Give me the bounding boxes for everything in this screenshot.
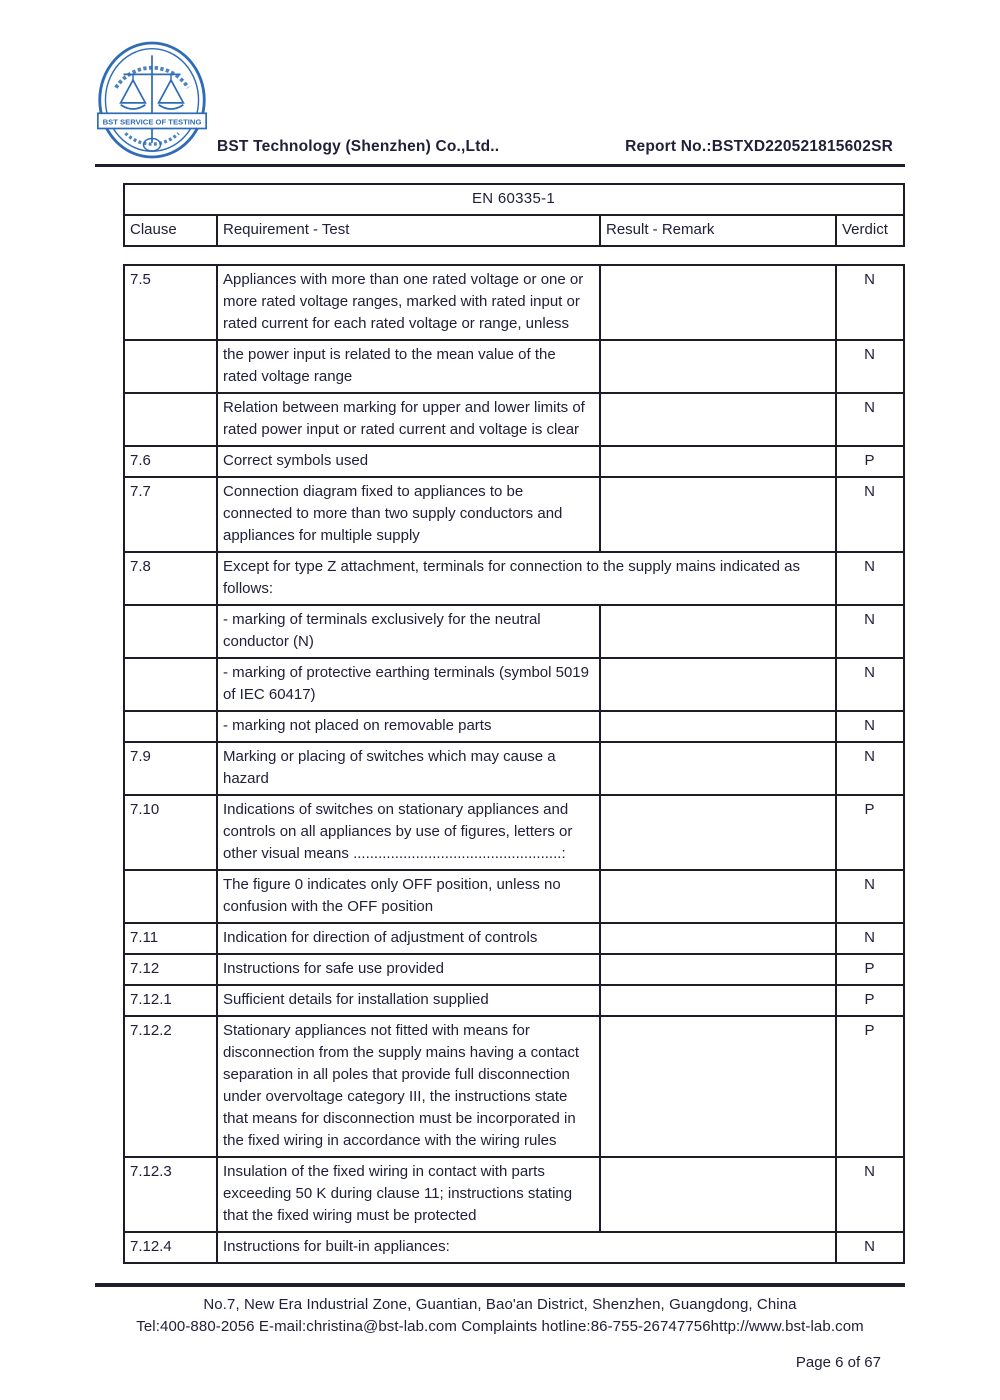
result-cell — [600, 340, 836, 393]
column-header-requirement: Requirement - Test — [217, 215, 600, 246]
result-cell — [600, 393, 836, 446]
clause-cell — [124, 870, 217, 923]
table-row — [124, 954, 904, 985]
requirement-cell: The figure 0 indicates only OFF position, unless no confusion with the OFF position — [217, 870, 600, 923]
result-cell — [600, 923, 836, 954]
clause-cell — [124, 393, 217, 446]
column-header-clause: Clause — [124, 215, 217, 246]
verdict-cell: N — [836, 1232, 904, 1263]
table-row — [124, 1232, 904, 1263]
requirement-cell: the power input is related to the mean value of the rated voltage range — [217, 340, 600, 393]
result-cell — [600, 795, 836, 870]
requirement-cell: Except for type Z attachment, terminals for connection to the supply mains indicated as follows: — [217, 552, 836, 605]
result-cell — [600, 605, 836, 658]
result-cell — [600, 658, 836, 711]
table-row — [124, 923, 904, 954]
requirement-cell: Stationary appliances not fitted with means for disconnection from the supply mains having a contact separation in all poles that provide full disconnection under overvoltage category III, the instructions state that means for disconnection must be incorporated in the fixed wiring in accordance with the wiring rules — [217, 1016, 600, 1157]
page-number: Page 6 of 67 — [795, 1354, 881, 1371]
page-header — [95, 0, 905, 162]
verdict-cell: N — [836, 711, 904, 742]
table-row — [124, 658, 904, 711]
report-number: Report No.:BSTXD220521815602SR — [625, 138, 893, 155]
bst-logo — [95, 38, 209, 162]
clause-cell: 7.7 — [124, 477, 217, 552]
table-row — [124, 870, 904, 923]
result-cell — [600, 1016, 836, 1157]
verdict-cell: N — [836, 923, 904, 954]
requirement-cell: Relation between marking for upper and lower limits of rated power input or rated current and voltage is clear — [217, 393, 600, 446]
table-row — [124, 711, 904, 742]
footer-contact: Tel:400-880-2056 E-mail:christina@bst-lab.com Complaints hotline:86-755-26747756http://www.bst-lab.com — [136, 1318, 864, 1335]
company-name: BST Technology (Shenzhen) Co.,Ltd.. — [217, 138, 500, 155]
table-row — [124, 446, 904, 477]
table-row — [124, 795, 904, 870]
verdict-cell: P — [836, 795, 904, 870]
column-header-result: Result - Remark — [600, 215, 836, 246]
requirement-cell: Insulation of the fixed wiring in contact with parts exceeding 50 K during clause 11; instructions stating that the fixed wiring must be protected — [217, 1157, 600, 1232]
clause-cell: 7.9 — [124, 742, 217, 795]
footer-rule — [95, 1283, 905, 1287]
requirement-cell: - marking not placed on removable parts — [217, 711, 600, 742]
table-row — [124, 742, 904, 795]
column-header-row — [124, 215, 904, 246]
requirement-cell: Connection diagram fixed to appliances to be connected to more than two supply conductors and appliances for multiple supply — [217, 477, 600, 552]
clause-cell — [124, 605, 217, 658]
requirement-cell: Instructions for safe use provided — [217, 954, 600, 985]
table-row — [124, 477, 904, 552]
requirement-cell: Marking or placing of switches which may cause a hazard — [217, 742, 600, 795]
verdict-cell: N — [836, 393, 904, 446]
verdict-cell: N — [836, 742, 904, 795]
verdict-cell: P — [836, 954, 904, 985]
result-cell — [600, 870, 836, 923]
logo-banner-text: BST SERVICE OF TESTING — [102, 117, 202, 127]
requirement-cell: Instructions for built-in appliances: — [217, 1232, 836, 1263]
result-cell — [600, 742, 836, 795]
clause-cell: 7.12.2 — [124, 1016, 217, 1157]
clause-cell — [124, 340, 217, 393]
verdict-cell: N — [836, 1157, 904, 1232]
result-cell — [600, 265, 836, 340]
verdict-cell: N — [836, 870, 904, 923]
column-header-verdict: Verdict — [836, 215, 904, 246]
clause-cell: 7.6 — [124, 446, 217, 477]
result-cell — [600, 985, 836, 1016]
table-row — [124, 393, 904, 446]
table-row — [124, 340, 904, 393]
header-rule — [95, 164, 905, 167]
clause-cell: 7.8 — [124, 552, 217, 605]
verdict-cell: N — [836, 477, 904, 552]
verdict-cell: N — [836, 552, 904, 605]
requirements-table — [123, 264, 905, 1264]
result-cell — [600, 446, 836, 477]
clause-cell — [124, 658, 217, 711]
verdict-cell: N — [836, 658, 904, 711]
footer-address: No.7, New Era Industrial Zone, Guantian, Bao'an District, Shenzhen, Guangdong, China — [203, 1296, 797, 1313]
clause-cell: 7.5 — [124, 265, 217, 340]
table-row — [124, 552, 904, 605]
verdict-cell: N — [836, 605, 904, 658]
table-header — [123, 183, 905, 247]
verdict-cell: P — [836, 446, 904, 477]
clause-cell: 7.12.1 — [124, 985, 217, 1016]
requirement-cell: Indications of switches on stationary appliances and controls on all appliances by use of figures, letters or other visual means ..................................................: — [217, 795, 600, 870]
verdict-cell: N — [836, 340, 904, 393]
verdict-cell: N — [836, 265, 904, 340]
bst-logo-image — [95, 38, 209, 162]
standard-row — [124, 184, 904, 215]
clause-cell: 7.12 — [124, 954, 217, 985]
result-cell — [600, 954, 836, 985]
clause-cell: 7.12.4 — [124, 1232, 217, 1263]
clause-cell: 7.11 — [124, 923, 217, 954]
clause-cell: 7.10 — [124, 795, 217, 870]
result-cell — [600, 477, 836, 552]
standard-name: EN 60335-1 — [124, 184, 904, 215]
table-row — [124, 1157, 904, 1232]
verdict-cell: P — [836, 1016, 904, 1157]
table-row — [124, 985, 904, 1016]
requirement-cell: Correct symbols used — [217, 446, 600, 477]
clause-cell — [124, 711, 217, 742]
page-footer — [95, 1283, 905, 1371]
result-cell — [600, 1157, 836, 1232]
table-row — [124, 605, 904, 658]
table-row — [124, 1016, 904, 1157]
requirement-cell: - marking of terminals exclusively for the neutral conductor (N) — [217, 605, 600, 658]
verdict-cell: P — [836, 985, 904, 1016]
requirement-cell: Indication for direction of adjustment of controls — [217, 923, 600, 954]
requirement-cell: - marking of protective earthing terminals (symbol 5019 of IEC 60417) — [217, 658, 600, 711]
requirement-cell: Appliances with more than one rated voltage or one or more rated voltage ranges, marked with rated input or rated current for each rated voltage or range, unless — [217, 265, 600, 340]
result-cell — [600, 711, 836, 742]
clause-cell: 7.12.3 — [124, 1157, 217, 1232]
requirements-table-body — [124, 265, 904, 1263]
table-row — [124, 265, 904, 340]
requirement-cell: Sufficient details for installation supplied — [217, 985, 600, 1016]
